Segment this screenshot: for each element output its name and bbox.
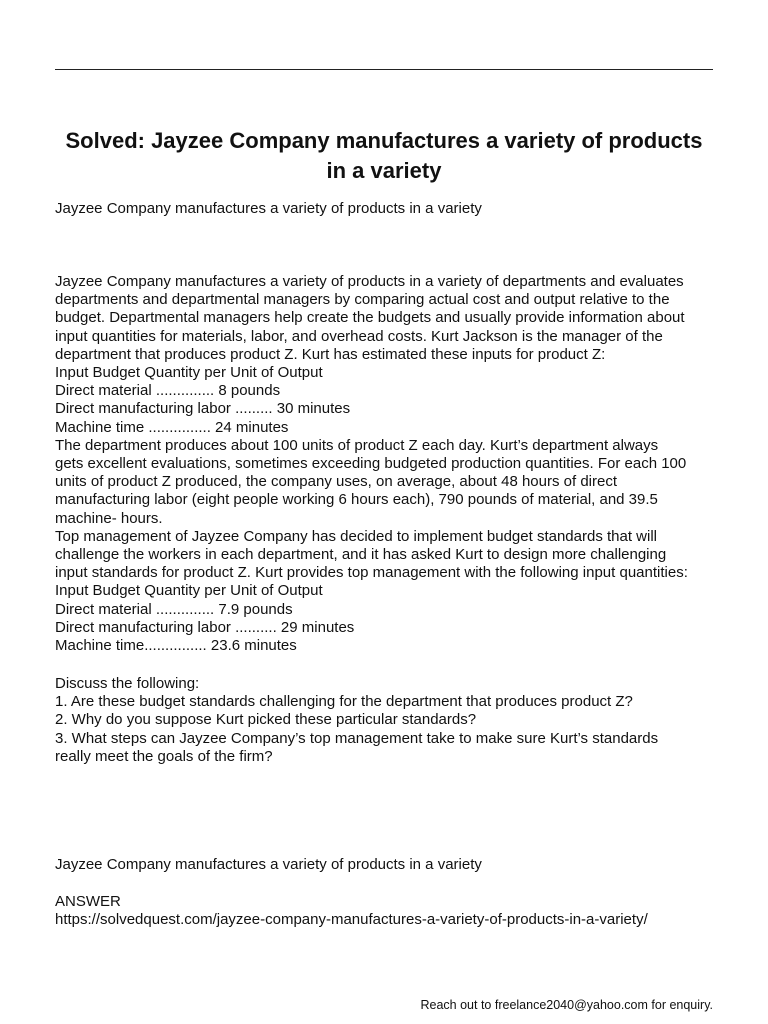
repeat-subtitle: Jayzee Company manufactures a variety of products in a variety xyxy=(55,856,482,873)
discuss-line: really meet the goals of the firm? xyxy=(55,747,273,765)
answer-label: ANSWER xyxy=(55,893,121,910)
body-line: The department produces about 100 units of product Z each day. Kurt’s department always xyxy=(55,436,659,454)
body-line: Jayzee Company manufactures a variety of products in a variety of departments and evaluates xyxy=(55,273,684,290)
body-line: Input Budget Quantity per Unit of Output xyxy=(55,582,323,600)
body-line: department that produces product Z. Kurt has estimated these inputs for product Z: xyxy=(55,345,606,363)
body-line: departments and departmental managers by comparing actual cost and output relative to the xyxy=(55,291,670,309)
body-line: Machine time ............... 24 minutes xyxy=(55,418,289,436)
answer-section xyxy=(55,893,725,929)
body-line: Top management of Jayzee Company has decided to implement budget standards that will xyxy=(55,527,658,545)
body-line: challenge the workers in each department, and it has asked Kurt to design more challenging xyxy=(55,546,667,564)
body-line: Direct manufacturing labor .......... 29 minutes xyxy=(55,618,355,636)
body-line: gets excellent evaluations, sometimes exceeding budgeted production quantities. For each 100 xyxy=(55,455,687,473)
discuss-line: Discuss the following: xyxy=(55,675,200,692)
discuss-line: 2. Why do you suppose Kurt picked these particular standards? xyxy=(55,711,477,729)
header-rule xyxy=(55,69,713,70)
body-line: units of product Z produced, the company uses, on average, about 48 hours of direct xyxy=(55,473,618,491)
body-line: Direct material .............. 7.9 pounds xyxy=(55,600,293,618)
body-line: Machine time............... 23.6 minutes xyxy=(55,637,297,655)
body-line: Direct material .............. 8 pounds xyxy=(55,382,281,400)
page-title: Solved: Jayzee Company manufactures a variety of products in a variety xyxy=(65,128,703,183)
answer-link[interactable]: https://solvedquest.com/jayzee-company-manufactures-a-variety-of-products-in-a-variety/ xyxy=(55,911,648,929)
body-line: Direct manufacturing labor ......... 30 minutes xyxy=(55,400,351,418)
body-line: Input Budget Quantity per Unit of Output xyxy=(55,364,323,382)
body-line: budget. Departmental managers help create the budgets and usually provide information about xyxy=(55,309,685,327)
discuss-line: 3. What steps can Jayzee Company’s top management take to make sure Kurt’s standards xyxy=(55,729,659,747)
discussion-questions xyxy=(55,675,725,766)
body-line: input quantities for materials, labor, and overhead costs. Kurt Jackson is the manager of the xyxy=(55,327,663,345)
subtitle: Jayzee Company manufactures a variety of products in a variety xyxy=(55,200,482,217)
body-line: input standards for product Z. Kurt provides top management with the following input quantities: xyxy=(55,564,688,582)
footer-contact: Reach out to freelance2040@yahoo.com for enquiry. xyxy=(420,998,713,1012)
problem-body xyxy=(55,273,725,655)
body-line: machine- hours. xyxy=(55,509,163,527)
discuss-line: 1. Are these budget standards challenging for the department that produces product Z? xyxy=(55,693,633,711)
body-line: manufacturing labor (eight people working 6 hours each), 790 pounds of material, and 39.5 xyxy=(55,491,658,509)
